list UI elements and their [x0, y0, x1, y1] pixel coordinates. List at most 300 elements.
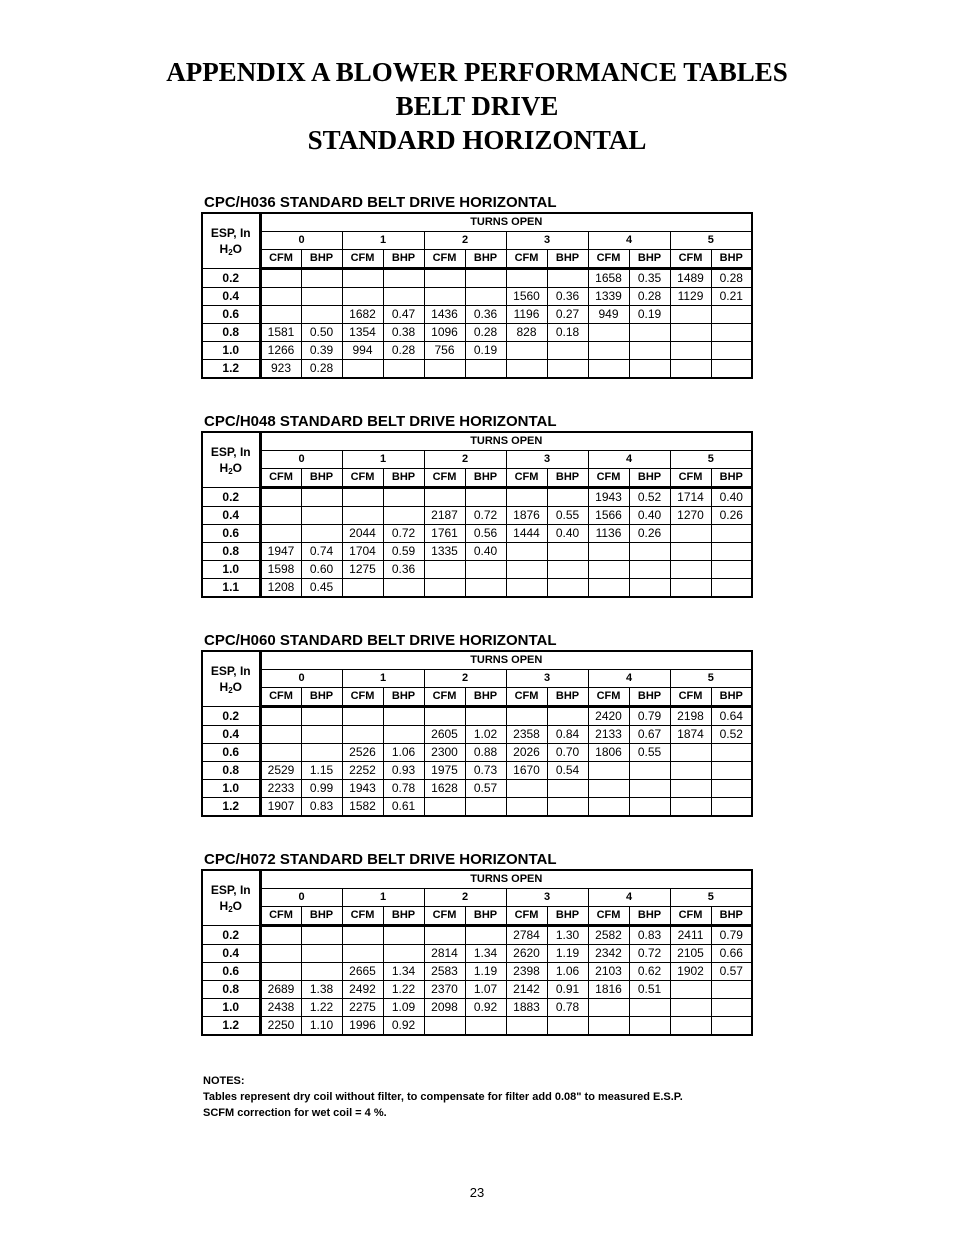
cfm-cell — [424, 707, 465, 726]
esp-unit — [203, 898, 259, 914]
cfm-cell: 2689 — [260, 981, 301, 999]
performance-table-section — [201, 632, 751, 817]
bhp-cell — [547, 561, 588, 579]
esp-column-header — [202, 870, 260, 926]
cfm-cell: 2814 — [424, 945, 465, 963]
cfm-cell: 2620 — [506, 945, 547, 963]
cfm-cell: 1902 — [670, 963, 711, 981]
esp-value: 1.0 — [202, 561, 260, 579]
esp-value: 0.2 — [202, 488, 260, 507]
cfm-cell: 2250 — [260, 1017, 301, 1036]
page-title — [0, 55, 954, 157]
bhp-cell — [383, 707, 424, 726]
bhp-header: BHP — [301, 907, 342, 926]
bhp-cell — [711, 981, 752, 999]
turn-header: 1 — [342, 232, 424, 250]
bhp-cell — [383, 726, 424, 744]
turn-header: 4 — [588, 232, 670, 250]
bhp-cell — [711, 744, 752, 762]
bhp-cell: 0.91 — [547, 981, 588, 999]
cfm-cell — [670, 744, 711, 762]
cfm-cell: 2275 — [342, 999, 383, 1017]
esp-label: ESP, In — [210, 664, 251, 678]
bhp-cell: 0.59 — [383, 543, 424, 561]
bhp-cell — [301, 269, 342, 288]
cfm-cell — [260, 744, 301, 762]
cfm-cell: 2105 — [670, 945, 711, 963]
cfm-cell — [260, 945, 301, 963]
bhp-cell: 0.72 — [465, 507, 506, 525]
bhp-cell: 0.38 — [383, 324, 424, 342]
cfm-cell: 2026 — [506, 744, 547, 762]
esp-value: 0.8 — [202, 981, 260, 999]
bhp-cell: 0.83 — [301, 798, 342, 817]
esp-value: 1.2 — [202, 360, 260, 379]
bhp-cell: 1.06 — [383, 744, 424, 762]
bhp-cell — [547, 780, 588, 798]
blower-performance-table — [201, 431, 753, 598]
cfm-cell — [260, 963, 301, 981]
cfm-cell: 2300 — [424, 744, 465, 762]
bhp-header: BHP — [465, 469, 506, 488]
bhp-cell — [711, 762, 752, 780]
cfm-cell — [424, 1017, 465, 1036]
turn-header: 1 — [342, 670, 424, 688]
bhp-cell: 0.36 — [383, 561, 424, 579]
bhp-cell — [629, 999, 670, 1017]
bhp-cell: 0.45 — [301, 579, 342, 598]
notes — [203, 1073, 763, 1121]
esp-unit — [203, 679, 259, 695]
cfm-cell — [670, 798, 711, 817]
cfm-cell — [670, 324, 711, 342]
cfm-cell — [342, 926, 383, 945]
table-row — [202, 324, 752, 342]
bhp-cell: 0.40 — [629, 507, 670, 525]
cfm-cell: 1883 — [506, 999, 547, 1017]
cfm-header: CFM — [506, 469, 547, 488]
table-row — [202, 762, 752, 780]
bhp-cell — [711, 525, 752, 543]
esp-unit-sub: 2 — [228, 686, 233, 695]
bhp-cell — [383, 507, 424, 525]
bhp-cell — [711, 306, 752, 324]
esp-value: 0.8 — [202, 543, 260, 561]
table-row — [202, 561, 752, 579]
bhp-cell — [711, 798, 752, 817]
turn-header: 1 — [342, 889, 424, 907]
bhp-cell — [547, 798, 588, 817]
bhp-cell — [711, 543, 752, 561]
bhp-cell: 1.38 — [301, 981, 342, 999]
cfm-header: CFM — [424, 250, 465, 269]
cfm-cell: 1816 — [588, 981, 629, 999]
bhp-cell — [383, 288, 424, 306]
cfm-cell — [670, 306, 711, 324]
cfm-cell — [670, 561, 711, 579]
esp-column-header — [202, 432, 260, 488]
cfm-header: CFM — [342, 688, 383, 707]
cfm-cell: 2438 — [260, 999, 301, 1017]
cfm-cell: 2342 — [588, 945, 629, 963]
cfm-header: CFM — [424, 688, 465, 707]
bhp-cell: 0.40 — [547, 525, 588, 543]
table-row — [202, 269, 752, 288]
bhp-cell: 0.88 — [465, 744, 506, 762]
cfm-cell: 994 — [342, 342, 383, 360]
cfm-cell — [342, 945, 383, 963]
turns-open-header: TURNS OPEN — [260, 651, 752, 670]
bhp-cell — [465, 288, 506, 306]
turn-header: 0 — [260, 889, 342, 907]
bhp-cell: 0.55 — [629, 744, 670, 762]
esp-value: 0.2 — [202, 707, 260, 726]
bhp-cell: 0.74 — [301, 543, 342, 561]
bhp-cell — [629, 561, 670, 579]
cfm-cell: 1560 — [506, 288, 547, 306]
cfm-cell — [342, 507, 383, 525]
bhp-cell: 0.28 — [711, 269, 752, 288]
cfm-header: CFM — [670, 907, 711, 926]
bhp-cell — [465, 707, 506, 726]
bhp-cell: 1.15 — [301, 762, 342, 780]
cfm-cell: 1196 — [506, 306, 547, 324]
bhp-cell: 0.72 — [629, 945, 670, 963]
bhp-cell: 0.28 — [301, 360, 342, 379]
bhp-cell — [301, 963, 342, 981]
bhp-header: BHP — [711, 907, 752, 926]
turn-header: 5 — [670, 451, 752, 469]
cfm-cell — [260, 525, 301, 543]
cfm-cell — [342, 360, 383, 379]
cfm-cell — [260, 926, 301, 945]
cfm-cell: 2098 — [424, 999, 465, 1017]
esp-unit-h: H — [219, 461, 229, 475]
bhp-header: BHP — [711, 250, 752, 269]
cfm-cell — [260, 488, 301, 507]
bhp-cell: 0.28 — [465, 324, 506, 342]
bhp-cell: 0.19 — [465, 342, 506, 360]
bhp-cell — [383, 579, 424, 598]
bhp-cell — [547, 707, 588, 726]
cfm-header: CFM — [506, 907, 547, 926]
cfm-cell: 1489 — [670, 269, 711, 288]
esp-unit — [203, 241, 259, 257]
bhp-cell: 1.09 — [383, 999, 424, 1017]
esp-value: 0.4 — [202, 726, 260, 744]
esp-label: ESP, In — [210, 445, 251, 459]
turn-header: 3 — [506, 232, 588, 250]
cfm-cell: 1354 — [342, 324, 383, 342]
esp-value: 0.6 — [202, 525, 260, 543]
cfm-cell: 2198 — [670, 707, 711, 726]
title-line-1: APPENDIX A BLOWER PERFORMANCE TABLES — [166, 57, 788, 87]
cfm-cell: 1208 — [260, 579, 301, 598]
esp-value: 0.6 — [202, 744, 260, 762]
cfm-cell — [424, 288, 465, 306]
cfm-header: CFM — [260, 688, 301, 707]
cfm-cell — [670, 981, 711, 999]
esp-value: 1.2 — [202, 798, 260, 817]
cfm-cell: 2103 — [588, 963, 629, 981]
table-row — [202, 360, 752, 379]
cfm-cell — [670, 762, 711, 780]
bhp-cell: 0.26 — [711, 507, 752, 525]
cfm-cell: 1714 — [670, 488, 711, 507]
cfm-cell — [670, 1017, 711, 1036]
bhp-cell — [301, 488, 342, 507]
cfm-cell: 1598 — [260, 561, 301, 579]
cfm-cell: 2142 — [506, 981, 547, 999]
bhp-cell: 0.18 — [547, 324, 588, 342]
cfm-cell: 1876 — [506, 507, 547, 525]
esp-unit-sub: 2 — [228, 905, 233, 914]
bhp-cell: 0.93 — [383, 762, 424, 780]
cfm-cell — [588, 798, 629, 817]
bhp-header: BHP — [711, 688, 752, 707]
turn-header: 2 — [424, 670, 506, 688]
cfm-cell — [670, 780, 711, 798]
turns-open-header: TURNS OPEN — [260, 870, 752, 889]
esp-value: 1.0 — [202, 780, 260, 798]
bhp-cell — [301, 525, 342, 543]
cfm-cell — [506, 1017, 547, 1036]
bhp-cell — [629, 780, 670, 798]
cfm-cell: 1704 — [342, 543, 383, 561]
cfm-cell: 1996 — [342, 1017, 383, 1036]
cfm-cell: 1582 — [342, 798, 383, 817]
cfm-cell: 949 — [588, 306, 629, 324]
table-row — [202, 707, 752, 726]
cfm-cell: 2529 — [260, 762, 301, 780]
cfm-cell — [342, 288, 383, 306]
esp-column-header — [202, 213, 260, 269]
cfm-cell — [588, 324, 629, 342]
cfm-header: CFM — [424, 469, 465, 488]
bhp-cell — [465, 926, 506, 945]
esp-value: 0.6 — [202, 963, 260, 981]
cfm-cell: 1339 — [588, 288, 629, 306]
table-row — [202, 926, 752, 945]
notes-line-2: SCFM correction for wet coil = 4 %. — [203, 1107, 387, 1119]
bhp-header: BHP — [465, 250, 506, 269]
cfm-header: CFM — [424, 907, 465, 926]
table-title: CPC/H048 STANDARD BELT DRIVE HORIZONTAL — [204, 413, 557, 430]
cfm-header: CFM — [260, 250, 301, 269]
bhp-cell: 0.47 — [383, 306, 424, 324]
bhp-cell: 0.36 — [547, 288, 588, 306]
title-line-3: STANDARD HORIZONTAL — [307, 125, 647, 155]
table-row — [202, 963, 752, 981]
bhp-cell: 0.40 — [465, 543, 506, 561]
cfm-cell: 1275 — [342, 561, 383, 579]
turn-header: 2 — [424, 451, 506, 469]
table-row — [202, 543, 752, 561]
esp-unit-o: O — [232, 899, 242, 913]
bhp-cell: 0.78 — [383, 780, 424, 798]
cfm-cell — [424, 798, 465, 817]
cfm-cell: 1975 — [424, 762, 465, 780]
bhp-cell: 1.07 — [465, 981, 506, 999]
bhp-header: BHP — [301, 250, 342, 269]
cfm-header: CFM — [260, 907, 301, 926]
table-row — [202, 1017, 752, 1036]
cfm-header: CFM — [588, 469, 629, 488]
bhp-cell — [301, 945, 342, 963]
table-row — [202, 798, 752, 817]
bhp-cell: 1.19 — [547, 945, 588, 963]
cfm-cell — [342, 707, 383, 726]
cfm-cell: 2526 — [342, 744, 383, 762]
esp-value: 0.8 — [202, 762, 260, 780]
esp-value: 0.2 — [202, 926, 260, 945]
turn-header: 1 — [342, 451, 424, 469]
bhp-cell — [711, 360, 752, 379]
cfm-cell: 2605 — [424, 726, 465, 744]
turn-header: 0 — [260, 451, 342, 469]
bhp-header: BHP — [547, 469, 588, 488]
bhp-header: BHP — [465, 907, 506, 926]
bhp-cell: 0.64 — [711, 707, 752, 726]
cfm-header: CFM — [670, 688, 711, 707]
bhp-header: BHP — [383, 688, 424, 707]
esp-value: 1.0 — [202, 342, 260, 360]
performance-table-section — [201, 194, 751, 379]
cfm-cell — [506, 798, 547, 817]
esp-label: ESP, In — [210, 226, 251, 240]
cfm-header: CFM — [588, 907, 629, 926]
bhp-cell — [465, 488, 506, 507]
cfm-cell: 2583 — [424, 963, 465, 981]
cfm-cell — [260, 707, 301, 726]
bhp-cell: 1.34 — [465, 945, 506, 963]
table-row — [202, 488, 752, 507]
cfm-cell: 2044 — [342, 525, 383, 543]
cfm-cell — [342, 269, 383, 288]
table-row — [202, 726, 752, 744]
table-row — [202, 507, 752, 525]
cfm-cell: 2420 — [588, 707, 629, 726]
bhp-cell — [711, 780, 752, 798]
esp-unit-o: O — [232, 461, 242, 475]
table-row — [202, 306, 752, 324]
esp-unit-o: O — [232, 680, 242, 694]
bhp-cell — [629, 762, 670, 780]
bhp-cell: 0.79 — [711, 926, 752, 945]
bhp-cell — [301, 288, 342, 306]
cfm-header: CFM — [342, 469, 383, 488]
cfm-header: CFM — [506, 250, 547, 269]
bhp-cell — [711, 1017, 752, 1036]
bhp-cell — [383, 269, 424, 288]
cfm-header: CFM — [342, 250, 383, 269]
bhp-cell: 0.21 — [711, 288, 752, 306]
cfm-cell — [670, 579, 711, 598]
bhp-header: BHP — [629, 907, 670, 926]
bhp-cell — [547, 360, 588, 379]
bhp-cell — [547, 342, 588, 360]
cfm-cell — [424, 561, 465, 579]
cfm-cell — [588, 999, 629, 1017]
bhp-cell — [301, 707, 342, 726]
cfm-cell — [342, 488, 383, 507]
cfm-cell: 2252 — [342, 762, 383, 780]
cfm-cell: 2133 — [588, 726, 629, 744]
cfm-cell — [506, 360, 547, 379]
bhp-cell: 1.22 — [301, 999, 342, 1017]
cfm-cell — [506, 269, 547, 288]
table-row — [202, 780, 752, 798]
cfm-cell — [424, 579, 465, 598]
bhp-cell — [301, 926, 342, 945]
cfm-cell — [260, 269, 301, 288]
bhp-cell — [547, 543, 588, 561]
performance-table-section — [201, 413, 751, 598]
bhp-cell: 1.02 — [465, 726, 506, 744]
turn-header: 3 — [506, 889, 588, 907]
bhp-cell: 0.57 — [465, 780, 506, 798]
notes-line-1: Tables represent dry coil without filter, to compensate for filter add 0.08" to measured E.S.P. — [203, 1091, 683, 1103]
bhp-cell: 0.52 — [629, 488, 670, 507]
cfm-cell: 2492 — [342, 981, 383, 999]
bhp-cell — [301, 744, 342, 762]
bhp-cell: 0.92 — [465, 999, 506, 1017]
bhp-cell: 0.72 — [383, 525, 424, 543]
cfm-cell: 923 — [260, 360, 301, 379]
cfm-cell — [424, 926, 465, 945]
notes-heading: NOTES: — [203, 1075, 245, 1087]
turn-header: 2 — [424, 889, 506, 907]
bhp-cell — [711, 342, 752, 360]
cfm-cell: 2233 — [260, 780, 301, 798]
bhp-cell — [629, 543, 670, 561]
bhp-header: BHP — [301, 688, 342, 707]
cfm-cell: 2358 — [506, 726, 547, 744]
cfm-cell: 1566 — [588, 507, 629, 525]
bhp-cell: 0.83 — [629, 926, 670, 945]
bhp-header: BHP — [547, 250, 588, 269]
cfm-cell: 1266 — [260, 342, 301, 360]
cfm-cell: 1907 — [260, 798, 301, 817]
esp-value: 0.4 — [202, 288, 260, 306]
turn-header: 3 — [506, 451, 588, 469]
cfm-cell: 1335 — [424, 543, 465, 561]
esp-value: 0.8 — [202, 324, 260, 342]
cfm-cell — [588, 342, 629, 360]
esp-value: 0.4 — [202, 507, 260, 525]
cfm-header: CFM — [342, 907, 383, 926]
bhp-cell: 0.79 — [629, 707, 670, 726]
turn-header: 4 — [588, 670, 670, 688]
bhp-cell: 0.60 — [301, 561, 342, 579]
bhp-cell — [711, 561, 752, 579]
bhp-cell: 1.06 — [547, 963, 588, 981]
cfm-cell — [260, 507, 301, 525]
cfm-header: CFM — [260, 469, 301, 488]
esp-value: 0.4 — [202, 945, 260, 963]
bhp-cell — [383, 360, 424, 379]
cfm-cell — [506, 561, 547, 579]
bhp-cell: 0.51 — [629, 981, 670, 999]
cfm-cell — [670, 999, 711, 1017]
cfm-header: CFM — [588, 688, 629, 707]
cfm-cell: 1444 — [506, 525, 547, 543]
cfm-cell — [588, 762, 629, 780]
cfm-cell: 2582 — [588, 926, 629, 945]
cfm-cell — [670, 525, 711, 543]
bhp-header: BHP — [547, 688, 588, 707]
esp-unit-h: H — [219, 899, 229, 913]
